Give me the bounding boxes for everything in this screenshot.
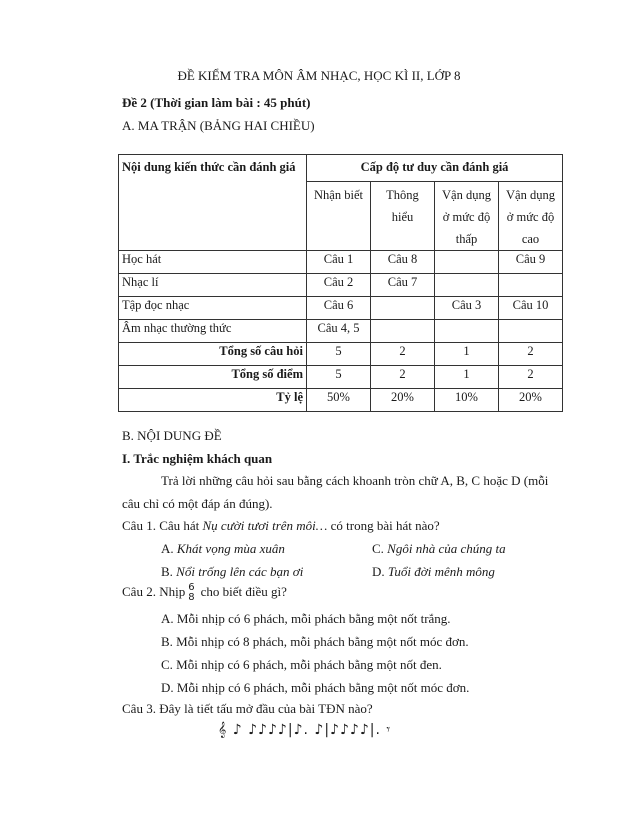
time-signature: 6 8 xyxy=(188,582,195,603)
table-cell xyxy=(435,274,499,297)
exam-title: ĐỀ KIỂM TRA MÔN ÂM NHẠC, HỌC KÌ II, LỚP 8 xyxy=(177,68,461,83)
q1-quote: Nụ cười tươi trên môi… xyxy=(202,518,328,533)
level-group-header: Cấp độ tư duy cần đánh giá xyxy=(307,155,563,182)
table-cell: Câu 6 xyxy=(307,297,371,320)
table-row xyxy=(119,366,563,389)
question-3: Câu 3. Đây là tiết tấu mở đầu của bài TĐN nào? xyxy=(122,701,373,716)
q2-option-b[interactable]: B. Mỗi nhịp có 8 phách, mỗi phách bằng một nốt móc đơn. xyxy=(161,634,469,649)
row-label: Tổng số điểm xyxy=(119,366,307,389)
level-header-3: Vận dụng ở mức độ thấp xyxy=(435,182,499,251)
part1-title: I. Trắc nghiệm khách quan xyxy=(122,451,273,466)
table-cell: 5 xyxy=(307,343,371,366)
table-cell: Câu 9 xyxy=(499,251,563,274)
table-row xyxy=(119,251,563,274)
table-header-row xyxy=(119,155,563,182)
q2-option-a[interactable]: A. Mỗi nhịp có 6 phách, mỗi phách bằng một nốt trắng. xyxy=(161,611,451,626)
table-row xyxy=(119,297,563,320)
table-cell: 20% xyxy=(371,389,435,412)
row-label: Tập đọc nhạc xyxy=(119,297,307,320)
section-a-heading: A. MA TRẬN (BẢNG HAI CHIỀU) xyxy=(122,118,315,133)
table-row xyxy=(119,389,563,412)
table-cell: 5 xyxy=(307,366,371,389)
total-rows xyxy=(119,343,563,412)
table-cell xyxy=(435,251,499,274)
assessment-matrix-table xyxy=(118,154,563,412)
table-cell: 1 xyxy=(435,366,499,389)
q1-option-a[interactable]: A. Khát vọng mùa xuân xyxy=(161,541,285,556)
row-label: Nhạc lí xyxy=(119,274,307,297)
table-row xyxy=(119,320,563,343)
row-label: Âm nhạc thường thức xyxy=(119,320,307,343)
section-b-heading: B. NỘI DUNG ĐỀ xyxy=(122,428,222,443)
table-cell xyxy=(371,297,435,320)
instruction-line-2: câu chỉ có một đáp án đúng). xyxy=(122,496,273,511)
table-cell: 2 xyxy=(371,366,435,389)
table-cell xyxy=(499,320,563,343)
table-cell: 2 xyxy=(499,366,563,389)
row-label: Tỷ lệ xyxy=(119,389,307,412)
q1-prefix: Câu 1. Câu hát xyxy=(122,518,203,533)
level-header-2: Thông hiểu xyxy=(371,182,435,251)
question-2 xyxy=(122,583,287,603)
content-header-cell: Nội dung kiến thức cần đánh giá xyxy=(119,155,307,251)
q2-option-c[interactable]: C. Mỗi nhịp có 6 phách, mỗi phách bằng một nốt đen. xyxy=(161,657,442,672)
level-header-4: Vận dụng ở mức độ cao xyxy=(499,182,563,251)
level-header-1: Nhận biết xyxy=(307,182,371,251)
table-cell xyxy=(435,320,499,343)
q1-option-c[interactable]: C. Ngôi nhà của chúng ta xyxy=(372,541,506,556)
table-cell: 20% xyxy=(499,389,563,412)
table-cell: Câu 2 xyxy=(307,274,371,297)
table-cell: 1 xyxy=(435,343,499,366)
table-cell: 50% xyxy=(307,389,371,412)
table-cell: Câu 1 xyxy=(307,251,371,274)
q2-prefix: Câu 2. Nhịp xyxy=(122,583,186,599)
q1-suffix: có trong bài hát nào? xyxy=(327,518,440,533)
instruction-line-1: Trả lời những câu hỏi sau bằng cách khoanh tròn chữ A, B, C hoặc D (mỗi xyxy=(161,473,549,488)
table-cell xyxy=(499,274,563,297)
table-cell: Câu 3 xyxy=(435,297,499,320)
table-cell: Câu 4, 5 xyxy=(307,320,371,343)
q1-option-d[interactable]: D. Tuổi đời mênh mông xyxy=(372,564,495,579)
row-label: Tổng số câu hỏi xyxy=(119,343,307,366)
table-row xyxy=(119,343,563,366)
content-rows xyxy=(119,251,563,343)
row-label: Học hát xyxy=(119,251,307,274)
exam-code: Đề 2 (Thời gian làm bài : 45 phút) xyxy=(122,95,311,110)
q2-suffix: cho biết điều gì? xyxy=(200,583,287,599)
table-cell: 2 xyxy=(371,343,435,366)
table-cell: 10% xyxy=(435,389,499,412)
rhythm-notation: 𝄞 ♪ ♪♪♪♪|♪. ♪|♪♪♪♪|. 𝄾 xyxy=(218,722,392,738)
table-cell: Câu 8 xyxy=(371,251,435,274)
q2-option-d[interactable]: D. Mỗi nhịp có 6 phách, mỗi phách bằng một nốt móc đơn. xyxy=(161,680,470,695)
question-1 xyxy=(122,518,440,534)
table-cell: Câu 7 xyxy=(371,274,435,297)
q1-option-b[interactable]: B. Nổi trống lên các bạn ơi xyxy=(161,564,304,579)
table-row xyxy=(119,274,563,297)
table-cell: 2 xyxy=(499,343,563,366)
table-cell: Câu 10 xyxy=(499,297,563,320)
table-cell xyxy=(371,320,435,343)
